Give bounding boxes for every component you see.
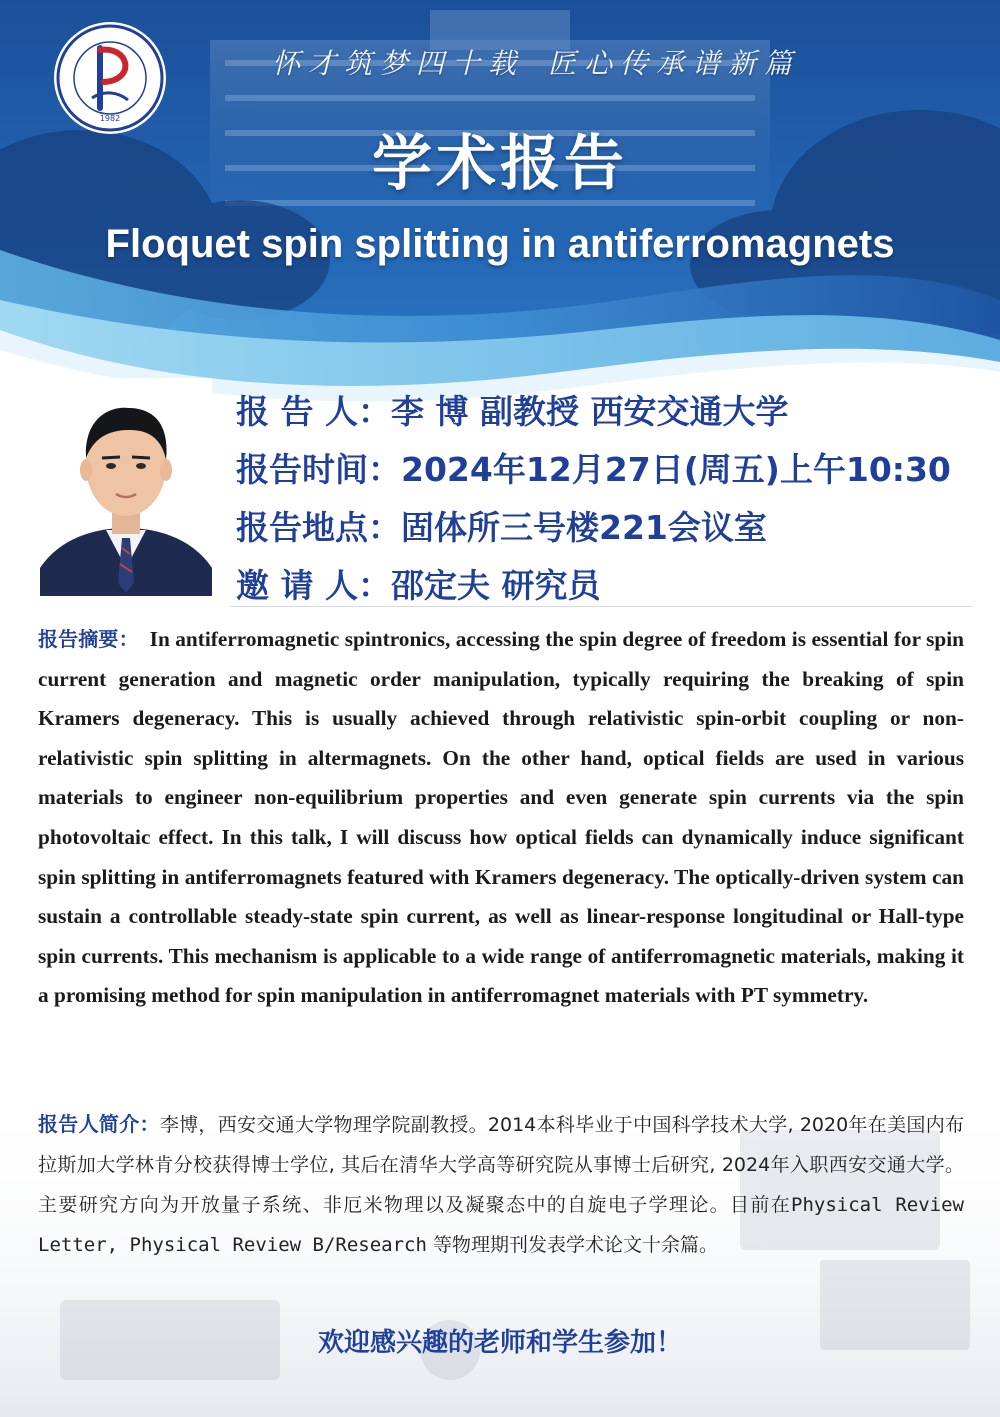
abstract-label: 报告摘要： xyxy=(38,627,139,651)
speaker-label: 报 告 人： xyxy=(236,392,391,431)
location-label: 报告地点： xyxy=(236,508,401,547)
page-title: 学术报告 xyxy=(372,129,628,199)
bio-section xyxy=(38,1104,964,1265)
bio-text: 李博，西安交通大学物理学院副教授。2014本科毕业于中国科学技术大学, 2020年在美国内布拉斯加大学林肯分校获得博士学位, 其后在清华大学高等研究院从事博士后研究, 2024年入职西安交通大学。主要研究方向为开放量子系统、非厄米物理以及凝聚态中的自旋电子学理论。目前在 xyxy=(38,1114,965,1216)
speaker-photo xyxy=(40,378,212,596)
speaker-value: 李 博 副教授 西安交通大学 xyxy=(390,392,789,431)
slogan-left: 怀才筑梦四十载 xyxy=(272,47,525,80)
time-value: 2024年12月27日(周五)上午10:30 xyxy=(401,450,951,489)
abstract-text: In antiferromagnetic spintronics, accessing the spin degree of freedom is essential for spin current generation and magnetic order manipulation, typically requiring the breaking of spin Kramers degeneracy. This is usually achieved through relativistic spin-orbit coupling or non-relativistic spin splitting in altermagnets. On the other hand, optical fields are used in various materials to engineer non-equilibrium properties and even generate spin currents via the spin photovoltaic effect. In this talk, I will discuss how optical fields can dynamically induce significant spin splitting in antiferromagnets featured with Kramers degeneracy. The optically-driven system can sustain a controllable steady-state spin current, as well as linear-response longitudinal or Hall-type spin currents. This mechanism is applicable to a wide range of antiferromagnetic materials, making it a promising method for spin manipulation in antiferromagnet materials with PT symmetry. xyxy=(38,627,964,1008)
location-value: 固体所三号楼221会议室 xyxy=(401,508,767,547)
host-value: 邵定夫 研究员 xyxy=(390,566,601,605)
svg-text:1982: 1982 xyxy=(99,114,121,123)
bio-journals: Physical Review Letter, Physical Review B/Research xyxy=(38,1194,964,1256)
abstract-section xyxy=(38,620,964,1016)
slogan-right: 匠心传承谱新篇 xyxy=(548,47,801,80)
info-row-time xyxy=(236,444,951,491)
info-row-speaker xyxy=(236,386,788,433)
divider xyxy=(230,606,972,607)
header-banner xyxy=(0,0,1000,420)
info-row-location xyxy=(236,502,767,549)
welcome-message: 欢迎感兴趣的老师和学生参加！ xyxy=(317,1328,682,1358)
time-label: 报告时间： xyxy=(236,450,401,489)
bio-label: 报告人简介： xyxy=(38,1112,160,1136)
info-row-host xyxy=(236,560,600,607)
talk-title: Floquet spin splitting in antiferromagnets xyxy=(105,222,895,266)
host-label: 邀 请 人： xyxy=(236,566,391,605)
bio-text-end: 等物理期刊发表学术论文十余篇。 xyxy=(426,1234,718,1256)
